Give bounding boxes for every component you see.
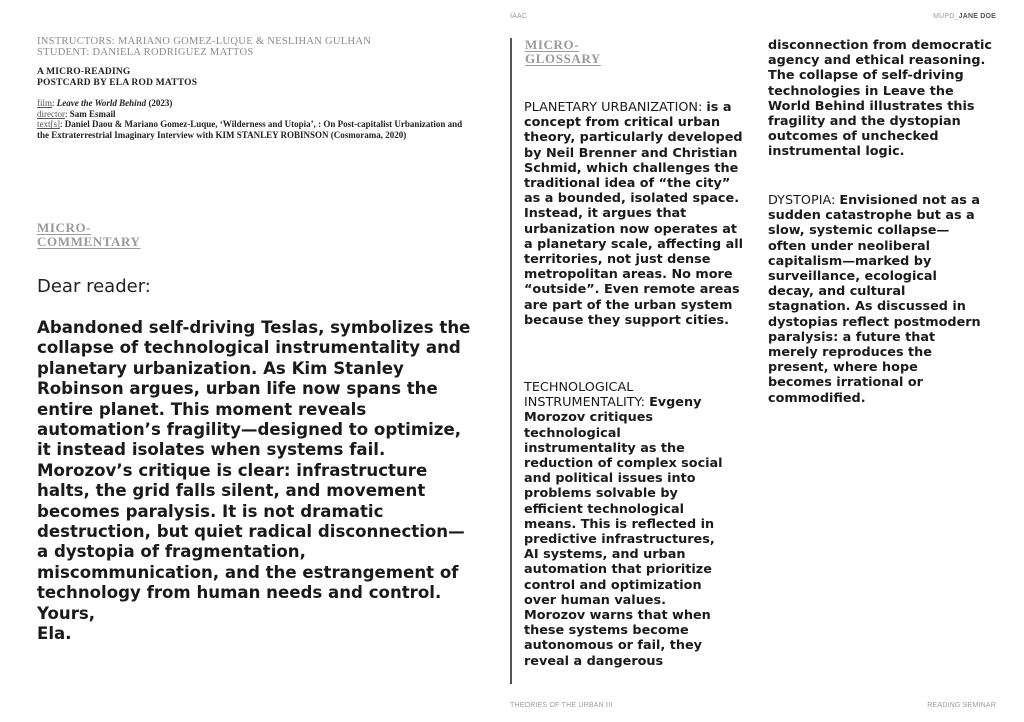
glossary-title-line-1: MICRO-: [525, 37, 580, 52]
header-right-prefix: MUPD_: [933, 13, 959, 20]
reading-block: [37, 67, 477, 88]
header-left-label: IAAC: [510, 13, 528, 20]
signature: Ela.: [37, 624, 72, 644]
glossary-term: DYSTOPIA:: [768, 193, 836, 208]
film-line: film: Leave the World Behind (2023): [37, 98, 173, 108]
salutation: Dear reader:: [37, 276, 151, 297]
footer-left-label: THEORIES OF THE URBAN III: [510, 702, 613, 709]
director-line: director: Sam Esmail: [37, 108, 116, 119]
header-right-label: [933, 13, 996, 20]
commentary-body: [37, 318, 475, 645]
reading-line-1: A MICRO-READING: [37, 67, 131, 77]
texts-line: text[s]: Daniel Daou & Mariano Gomez-Luque, ‘Wilderness and Utopia’, : On Post-capitalist Urbanization and the Extraterrestrial Imaginary Interview with KIM STANLEY ROBINSON (Cosmorama, 2020): [37, 119, 463, 140]
instructors-line: INSTRUCTORS: MARIANO GOMEZ-LUQUE & NESLIHAN GULHAN: [37, 36, 372, 47]
film-label: film: [37, 98, 52, 108]
glossary-title: [525, 38, 601, 66]
header-right-name: JANE DOE: [958, 13, 996, 20]
glossary-entry-technological-continued: [768, 38, 992, 160]
glossary-entry-technological: [524, 380, 730, 669]
texts-label: text[s]: [37, 119, 60, 129]
commentary-title: [37, 221, 141, 249]
credits-block: [37, 98, 467, 140]
glossary-entry-dystopia: [768, 193, 986, 406]
footer-right-label: READING SEMINAR: [927, 702, 996, 709]
glossary-term: TECHNOLOGICAL INSTRUMENTALITY:: [524, 380, 645, 411]
commentary-title-line-1: MICRO-: [37, 220, 92, 235]
film-year: (2023): [148, 98, 173, 108]
glossary-term: PLANETARY URBANIZATION:: [524, 100, 703, 115]
meta-block: [37, 36, 477, 58]
glossary-entry-planetary: [524, 100, 746, 328]
commentary-paragraph: Abandoned self-driving Teslas, symbolizes the collapse of technological instrumentality and planetary urbanization. As Kim Stanley Robinson argues, urban life now spans the entire planet. This moment reveals automation’s fragility—designed to optimize, it instead isolates when systems fail. Morozov’s critique is clear: infrastructure halts, the grid falls silent, and movement becomes paralysis. It is not dramatic destruction, but quiet radical disconnection—a dystopia of fragmentation, miscommunication, and the estrangement of technology from human needs and control.: [37, 318, 471, 603]
director-label: director: [37, 108, 65, 119]
closing-line: Yours,: [37, 603, 96, 623]
glossary-definition-part-1: Evgeny Morozov critiques technological instrumentality as the reduction of complex social and political issues into problems solvable by efficient technological means. This is reflected in predictive infrastructures, AI systems, and urban automation that prioritize control and optimization over human values. Morozov warns that when these systems become autonomous or fail, they reveal a dangerous: [524, 395, 723, 669]
glossary-title-line-2: GLOSSARY: [525, 51, 601, 66]
reading-line-2: POSTCARD BY ELA ROD MATTOS: [37, 77, 198, 88]
film-title: Leave the World Behind: [56, 98, 147, 108]
director-name: Sam Esmail: [69, 108, 116, 119]
glossary-definition: Envisioned not as a sudden catastrophe but as a slow, systemic collapse—often under neoliberal capitalism—marked by surveillance, ecological decay, and cultural stagnation. As discussed in dystopias reflect postmodern paralysis: a future that merely reproduces the present, where hope becomes irrational or commodified.: [768, 193, 981, 406]
column-divider: [510, 38, 512, 684]
glossary-definition-part-2: disconnection from democratic agency and ethical reasoning. The collapse of self-driving technologies in Leave the World Behind illustrates this fragility and the dystopian outcomes of unchecked instrumental logic.: [768, 38, 992, 160]
texts-value: Daniel Daou & Mariano Gomez-Luque, ‘Wilderness and Utopia’, : On Post-capitalist Urbanization and the Extraterrestrial Imaginary Interview with KIM STANLEY ROBINSON (Cosmorama, 2020): [37, 119, 463, 140]
commentary-title-line-2: COMMENTARY: [37, 234, 141, 249]
glossary-definition: is a concept from critical urban theory, particularly developed by Neil Brenner and Christian Schmid, which challenges the traditional idea of “the city” as a bounded, isolated space. Instead, it argues that urbanization now operates at a planetary scale, affecting all territories, not just dense metropolitan areas. No more “outside”. Even remote areas are part of the urban system because they support cities.: [524, 100, 744, 328]
student-line: STUDENT: DANIELA RODRIGUEZ MATTOS: [37, 47, 254, 58]
